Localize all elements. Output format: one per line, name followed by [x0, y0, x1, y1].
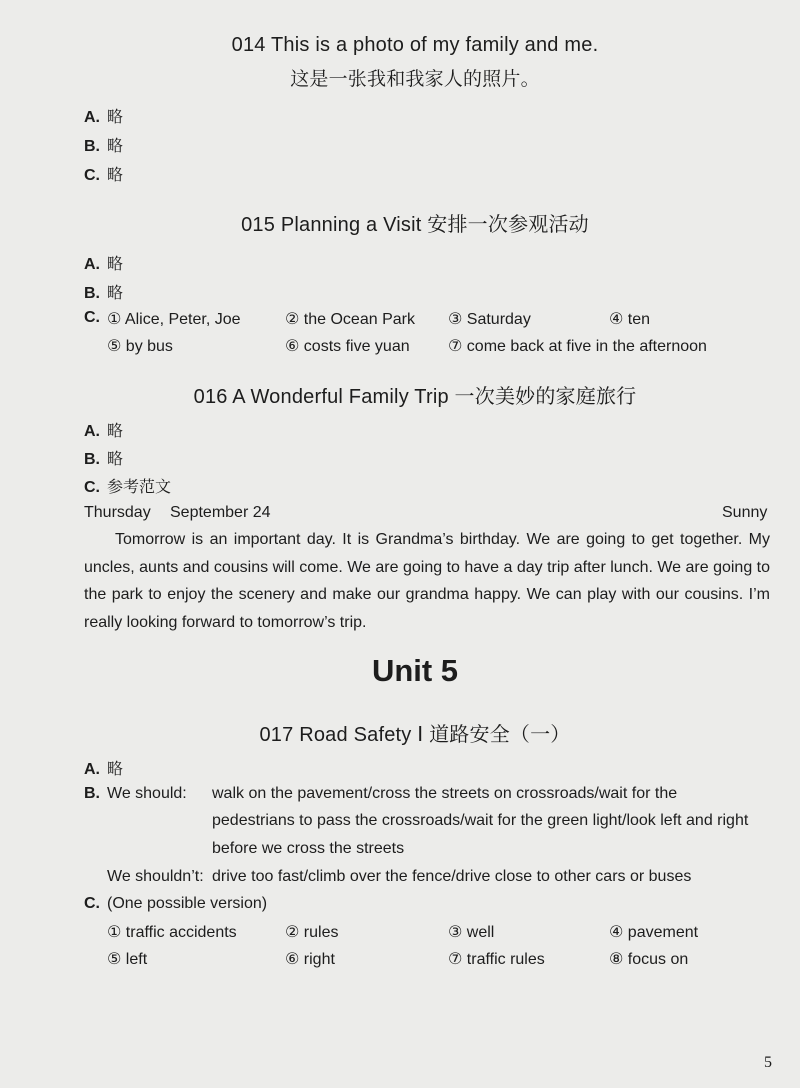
item-label: A. [84, 761, 100, 778]
item-label: A. [84, 109, 100, 126]
answer-7: ⑦ come back at five in the afternoon [448, 338, 707, 355]
should-line-1: walk on the pavement/cross the streets on crossroads/wait for the [212, 785, 678, 802]
unit-title: Unit 5 [371, 653, 459, 688]
section-017-item-c [84, 895, 267, 913]
should-label: We should: [107, 785, 187, 802]
section-015-item-b [84, 280, 123, 303]
section-017-title: 017 Road Safety Ⅰ 道路安全（一） [259, 724, 571, 746]
answer-5: ⑤ left [107, 951, 148, 968]
section-015-item-c-label [84, 309, 100, 327]
item-text: (One possible version) [107, 895, 268, 912]
item-text: 略 [107, 761, 124, 778]
item-label: B. [84, 138, 100, 155]
diary-date: September 24 [170, 504, 271, 521]
answer-6: ⑥ right [285, 951, 335, 968]
answer-2: ② rules [285, 924, 339, 941]
item-text: 略 [107, 423, 124, 440]
item-label: A. [84, 256, 100, 273]
diary-day: Thursday [84, 504, 151, 521]
shouldnt-label: We shouldn’t: [107, 868, 204, 885]
section-014-subtitle: 这是一张我和我家人的照片。 [290, 69, 540, 90]
sample-essay: Tomorrow is an important day. It is Grandma’s birthday. We are going to get together. My uncles, aunts and cousins will come. We are going to have a day trip after lunch. We are going to the park to enjoy the scenery and make our grandma happy. We can play with our cousins. I’m really looking forward to tomorrow’s trip. [84, 531, 771, 631]
item-label: C. [84, 479, 100, 496]
item-text: 略 [107, 451, 124, 468]
answer-4: ④ ten [609, 311, 651, 328]
answer-7: ⑦ traffic rules [448, 951, 545, 968]
item-label: B. [84, 785, 100, 802]
answer-5: ⑤ by bus [107, 338, 173, 355]
answer-1: ① traffic accidents [107, 924, 237, 941]
item-text: 略 [107, 256, 124, 273]
page-number: 5 [764, 1054, 772, 1071]
item-text: 参考范文 [107, 479, 172, 496]
section-017-item-b-label [84, 785, 100, 803]
answer-3: ③ well [448, 924, 495, 941]
item-label: B. [84, 451, 100, 468]
section-014-item-a [84, 104, 123, 127]
should-line-3: before we cross the streets [212, 840, 405, 857]
item-label: C. [84, 167, 100, 184]
section-014-item-b [84, 133, 123, 156]
section-016-title: 016 A Wonderful Family Trip 一次美妙的家庭旅行 [193, 386, 637, 408]
section-017-item-a [84, 756, 123, 779]
answer-6: ⑥ costs five yuan [285, 338, 410, 355]
item-text: 略 [107, 285, 124, 302]
answer-2: ② the Ocean Park [285, 311, 415, 328]
answer-4: ④ pavement [609, 924, 699, 941]
section-016-item-c [84, 474, 171, 497]
shouldnt-text: drive too fast/climb over the fence/drive close to other cars or buses [212, 868, 692, 885]
section-016-item-a [84, 418, 123, 441]
item-label: B. [84, 285, 100, 302]
diary-weather: Sunny [722, 504, 768, 521]
item-text: 略 [107, 109, 124, 126]
answer-1: ① Alice, Peter, Joe [107, 311, 241, 328]
item-label: A. [84, 423, 100, 440]
item-label: C. [84, 895, 100, 912]
answer-3: ③ Saturday [448, 311, 531, 328]
section-014-item-c [84, 162, 123, 185]
should-line-2: pedestrians to pass the crossroads/wait for the green light/look left and right [212, 812, 749, 829]
item-label: C. [84, 309, 100, 326]
item-text: 略 [107, 167, 124, 184]
section-015-title: 015 Planning a Visit 安排一次参观活动 [241, 214, 589, 236]
answer-8: ⑧ focus on [609, 951, 689, 968]
section-015-item-a [84, 251, 123, 274]
item-text: 略 [107, 138, 124, 155]
section-016-item-b [84, 446, 123, 469]
section-014-title: 014 This is a photo of my family and me. [231, 34, 599, 56]
